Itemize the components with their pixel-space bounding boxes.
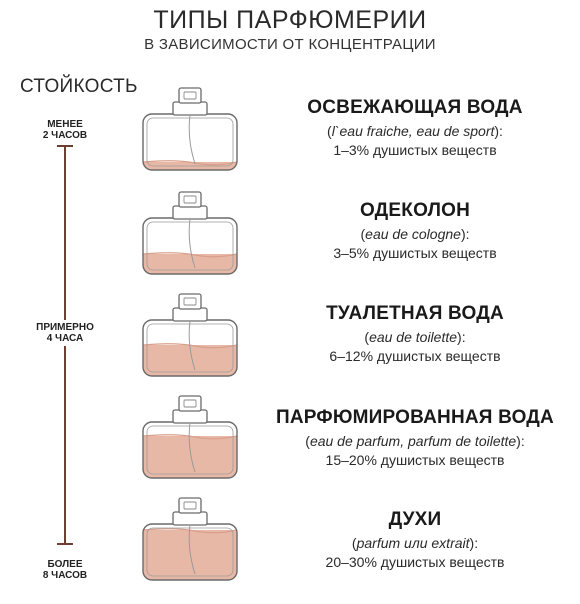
perfume-type-concentration: 6–12% душистых веществ [329, 348, 501, 364]
timeline-label-top [0, 119, 130, 141]
perfume-type-info [250, 303, 580, 364]
latin-close-paren: ): [457, 329, 466, 345]
perfume-type-info [250, 200, 580, 261]
timeline-label-top-line1: МЕНЕЕ [47, 119, 83, 130]
latin-name: eau de toilette [369, 329, 458, 345]
latin-name: eau de cologne [365, 226, 461, 242]
perfume-type-concentration: 3–5% душистых веществ [333, 245, 497, 261]
perfume-bottle-icon [135, 392, 245, 484]
latin-name: eau de parfum, parfum de toilette [309, 433, 517, 449]
page-title: ТИПЫ ПАРФЮМЕРИИ [153, 6, 427, 34]
timeline-label-middle-line2: 4 ЧАСА [46, 333, 84, 344]
perfume-type-name: ДУХИ [388, 509, 442, 530]
latin-close-paren: ): [460, 226, 470, 242]
perfume-bottle-icon [135, 290, 245, 382]
durability-timeline [36, 119, 94, 591]
latin-open-paren: ( [351, 535, 357, 551]
perfume-type-concentration: 15–20% душистых веществ [325, 452, 505, 468]
perfume-type-concentration: 1–3% душистых веществ [333, 142, 497, 158]
latin-close-paren: ): [469, 535, 479, 551]
perfume-type-name: ТУАЛЕТНАЯ ВОДА [326, 303, 504, 324]
latin-name: parfum или extrait [356, 535, 470, 551]
perfume-bottle-icon [135, 188, 245, 280]
latin-name: l`eau fraiche, eau de sport [331, 123, 495, 139]
perfume-type-name: ОДЕКОЛОН [359, 200, 471, 221]
perfume-type-name: ПАРФЮМИРОВАННАЯ ВОДА [276, 407, 554, 428]
perfume-type-latin [250, 433, 580, 449]
latin-open-paren: ( [360, 226, 366, 242]
perfume-bottle-icon [135, 494, 245, 586]
perfume-type-latin [250, 123, 580, 139]
timeline-label-middle [0, 320, 130, 346]
timeline-label-top-line2: 2 ЧАСОВ [42, 130, 88, 141]
timeline-label-middle-line1: ПРИМЕРНО [36, 322, 94, 333]
latin-open-paren: ( [327, 123, 332, 139]
perfume-type-latin [250, 329, 580, 345]
durability-label: СТОЙКОСТЬ [20, 76, 138, 97]
timeline-label-bottom [0, 559, 130, 581]
latin-open-paren: ( [305, 433, 310, 449]
perfume-type-name: ОСВЕЖАЮЩАЯ ВОДА [307, 97, 523, 118]
perfume-type-latin [250, 535, 580, 551]
timeline-cap-top [57, 145, 73, 147]
perfume-type-concentration: 20–30% душистых веществ [325, 554, 505, 570]
latin-close-paren: ): [516, 433, 525, 449]
perfume-type-info [250, 97, 580, 158]
page-subtitle: В ЗАВИСИМОСТИ ОТ КОНЦЕНТРАЦИИ [144, 36, 436, 53]
latin-close-paren: ): [494, 123, 503, 139]
perfume-type-info [250, 509, 580, 570]
timeline-label-bottom-line2: 8 ЧАСОВ [42, 570, 88, 581]
perfume-type-latin [250, 226, 580, 242]
perfume-type-info [250, 407, 580, 468]
timeline-cap-bottom [57, 543, 73, 545]
perfume-bottle-icon [135, 84, 245, 176]
latin-open-paren: ( [364, 329, 370, 345]
timeline-label-bottom-line1: БОЛЕЕ [47, 559, 83, 570]
